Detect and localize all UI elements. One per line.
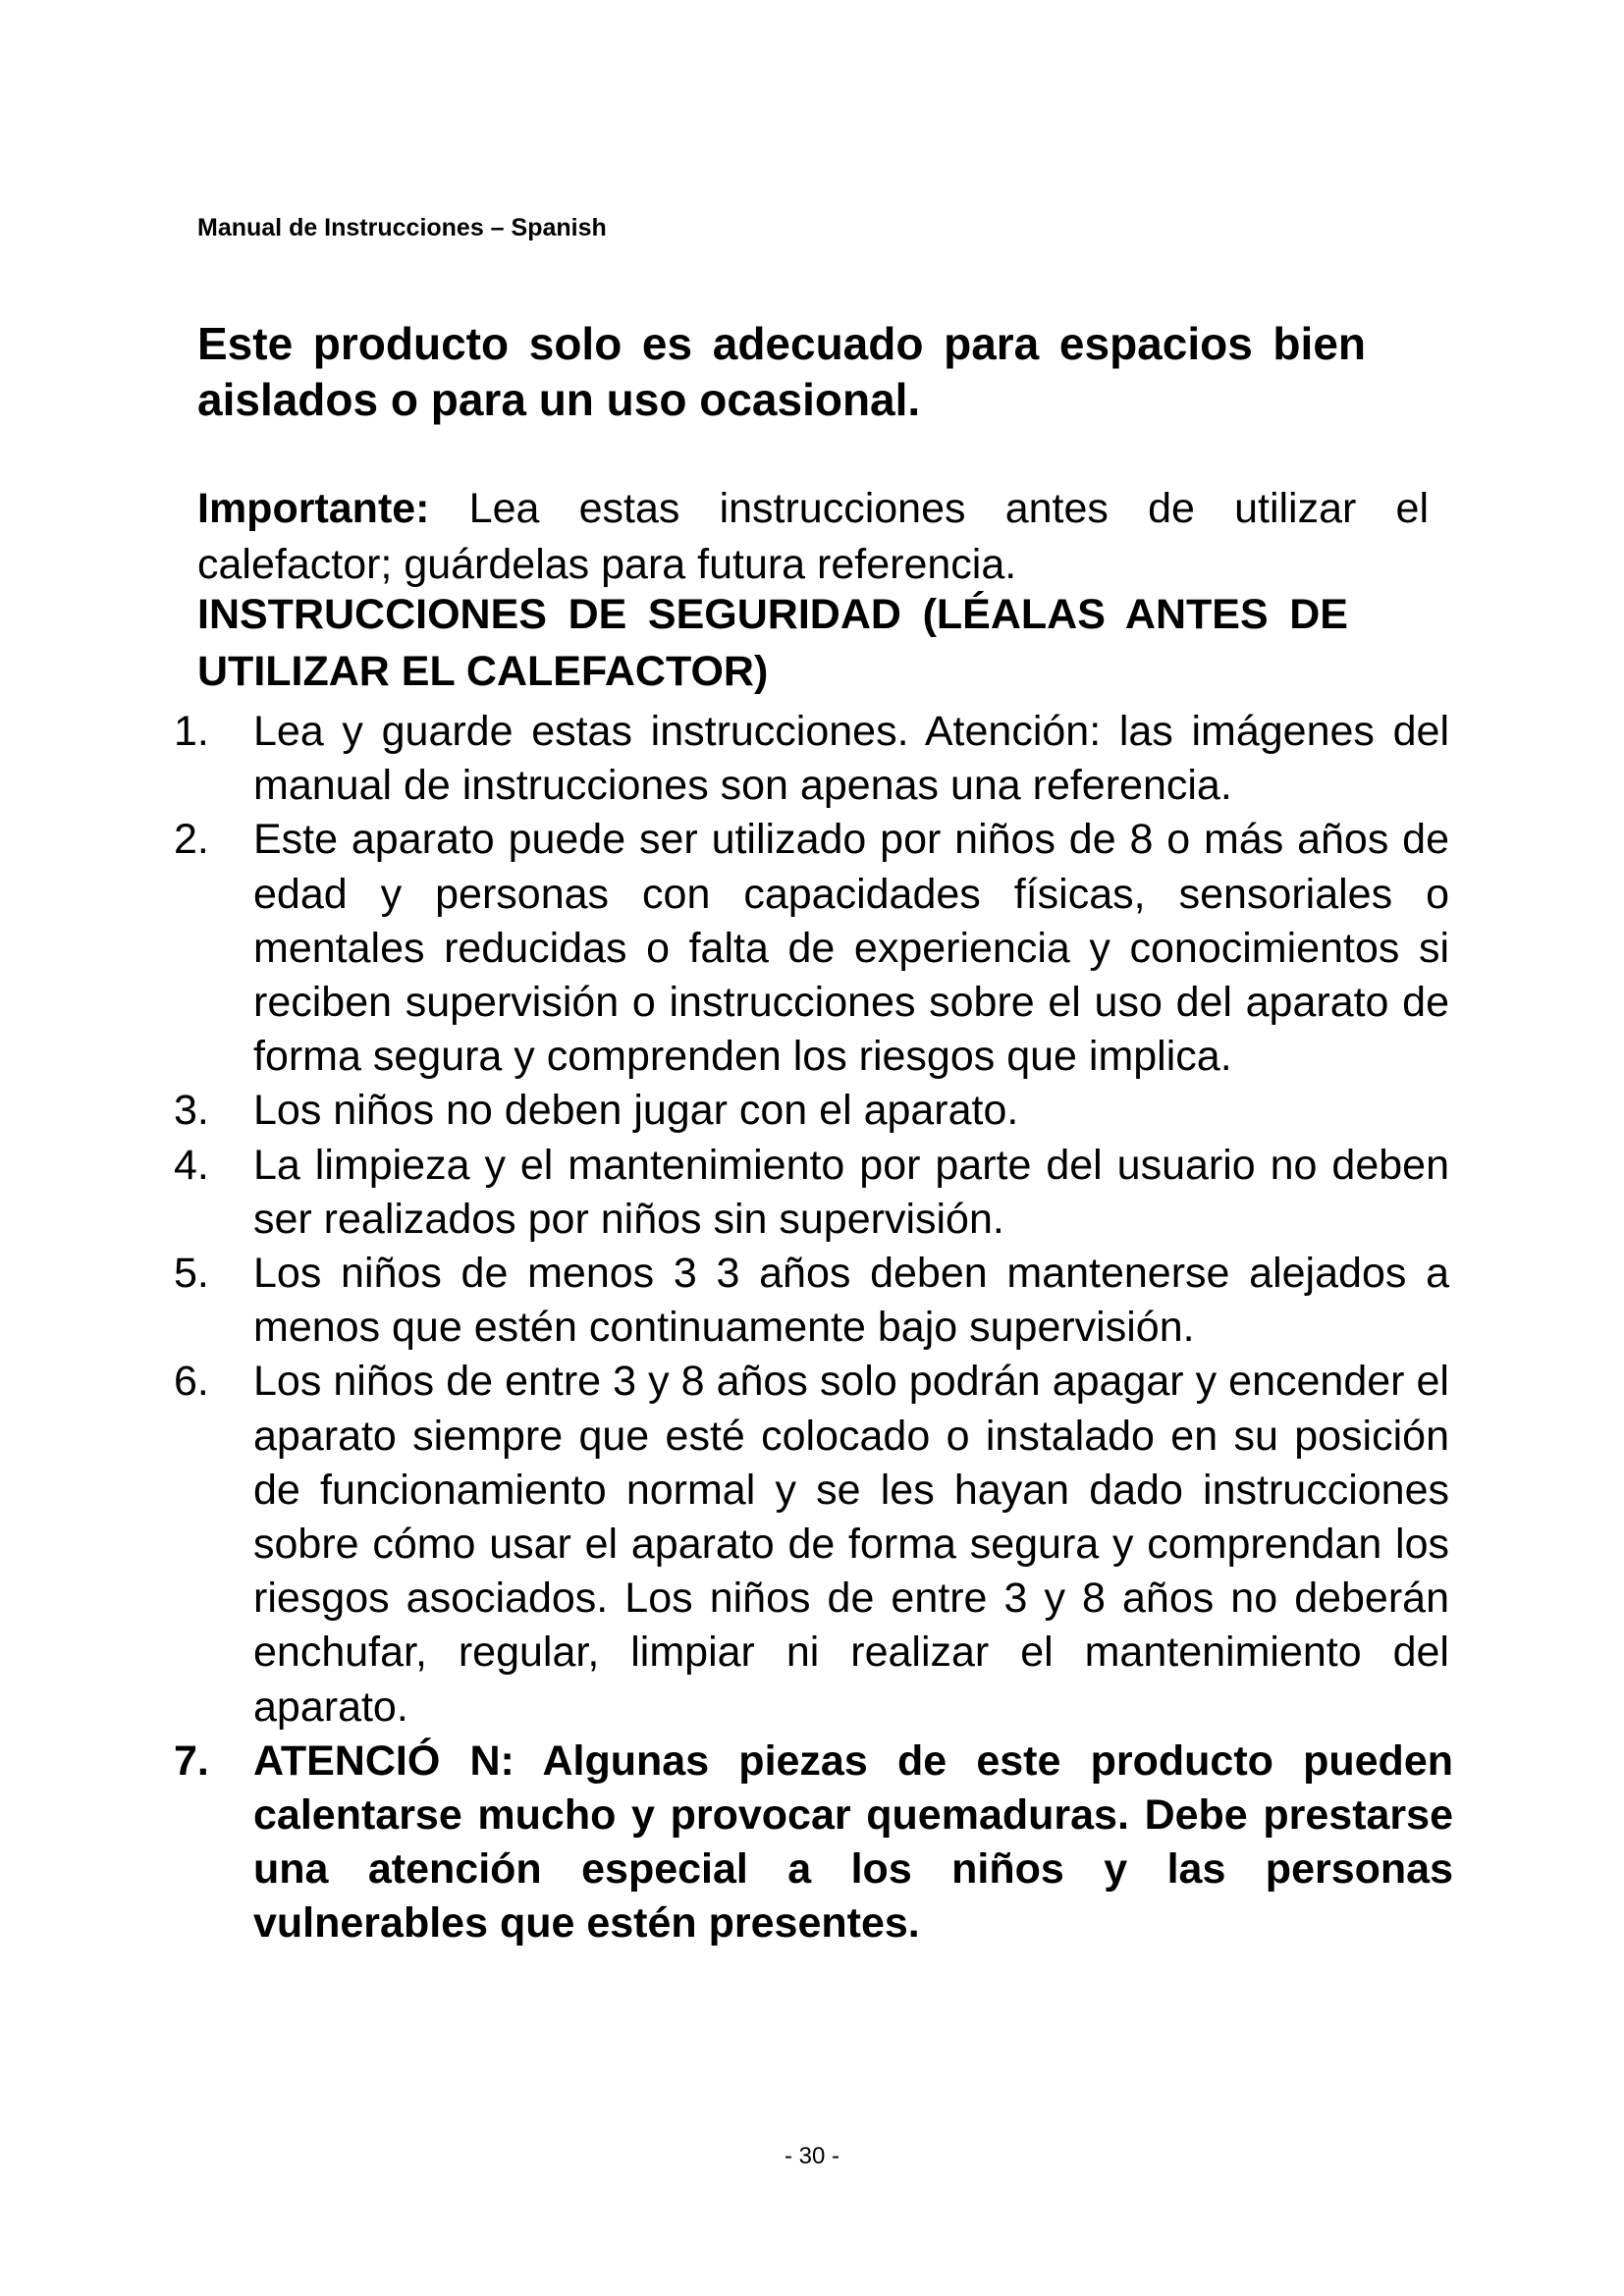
list-item-text: Los niños no deben jugar con el aparato. [253, 1087, 1019, 1135]
list-item-text: La limpieza y el mantenimiento por parte del usuario no deben ser realizados por niños sin supervisión. [253, 1141, 1449, 1243]
list-item-number: 5. [174, 1250, 209, 1298]
page-number: - 30 - [784, 2143, 839, 2169]
list-item-text: Los niños de entre 3 y 8 años solo podrán apagar y encender el aparato siempre que esté colocado o instalado en su posición de funcionamiento normal y se les hayan dado instrucciones sobre cómo usar el aparato de forma segura y comprendan los riesgos asociados. Los niños de entre 3 y 8 años no deberán enchufar, regular, limpiar ni realizar el mantenimiento del aparato. [253, 1358, 1449, 1731]
list-item-number: 6. [174, 1358, 209, 1406]
list-item [0, 1247, 1449, 1355]
list-item-text: Los niños de menos 3 3 años deben mantenerse alejados a menos que estén continuamente bajo supervisión. [253, 1250, 1449, 1352]
list-item-number: 1. [174, 708, 209, 755]
safety-instructions-title: INSTRUCCIONES DE SEGURIDAD (LÉALAS ANTES DE UTILIZAR EL CALEFACTOR) [197, 591, 1348, 695]
list-item-number: 2. [174, 816, 209, 864]
list-item-text: ATENCIÓ N: Algunas piezas de este producto pueden calentarse mucho y provocar quemaduras. Debe prestarse una atención especial a los niños y las personas vulnerables que estén presentes. [253, 1736, 1453, 1948]
list-item [0, 813, 1449, 1084]
list-item [0, 705, 1449, 813]
manual-header: Manual de Instrucciones – Spanish [197, 214, 607, 241]
important-note [197, 481, 1429, 593]
warning-list-item [0, 1735, 1453, 1951]
list-item-number: 3. [174, 1087, 209, 1135]
safety-instructions-list [0, 705, 1624, 1951]
list-item-number: 4. [174, 1141, 209, 1189]
list-item [0, 1355, 1449, 1734]
usage-notice: Este producto solo es adecuado para espacios bien aislados o para un uso ocasional. [197, 318, 1366, 425]
list-item-number: 7. [174, 1736, 209, 1785]
list-item [0, 1139, 1449, 1247]
list-item-text: Este aparato puede ser utilizado por niños de 8 o más años de edad y personas con capacidades físicas, sensoriales o mentales reducidas o falta de experiencia y conocimientos si reciben supervisión o instrucciones sobre el uso del aparato de forma segura y comprenden los riesgos que implica. [253, 816, 1449, 1081]
list-item-text: Lea y guarde estas instrucciones. Atención: las imágenes del manual de instrucciones son apenas una referencia. [253, 708, 1449, 810]
important-label: Importante: [197, 485, 430, 532]
list-item [0, 1084, 1449, 1138]
important-text: Lea estas instrucciones antes de utilizar el calefactor; guárdelas para futura referencia. [197, 485, 1429, 588]
